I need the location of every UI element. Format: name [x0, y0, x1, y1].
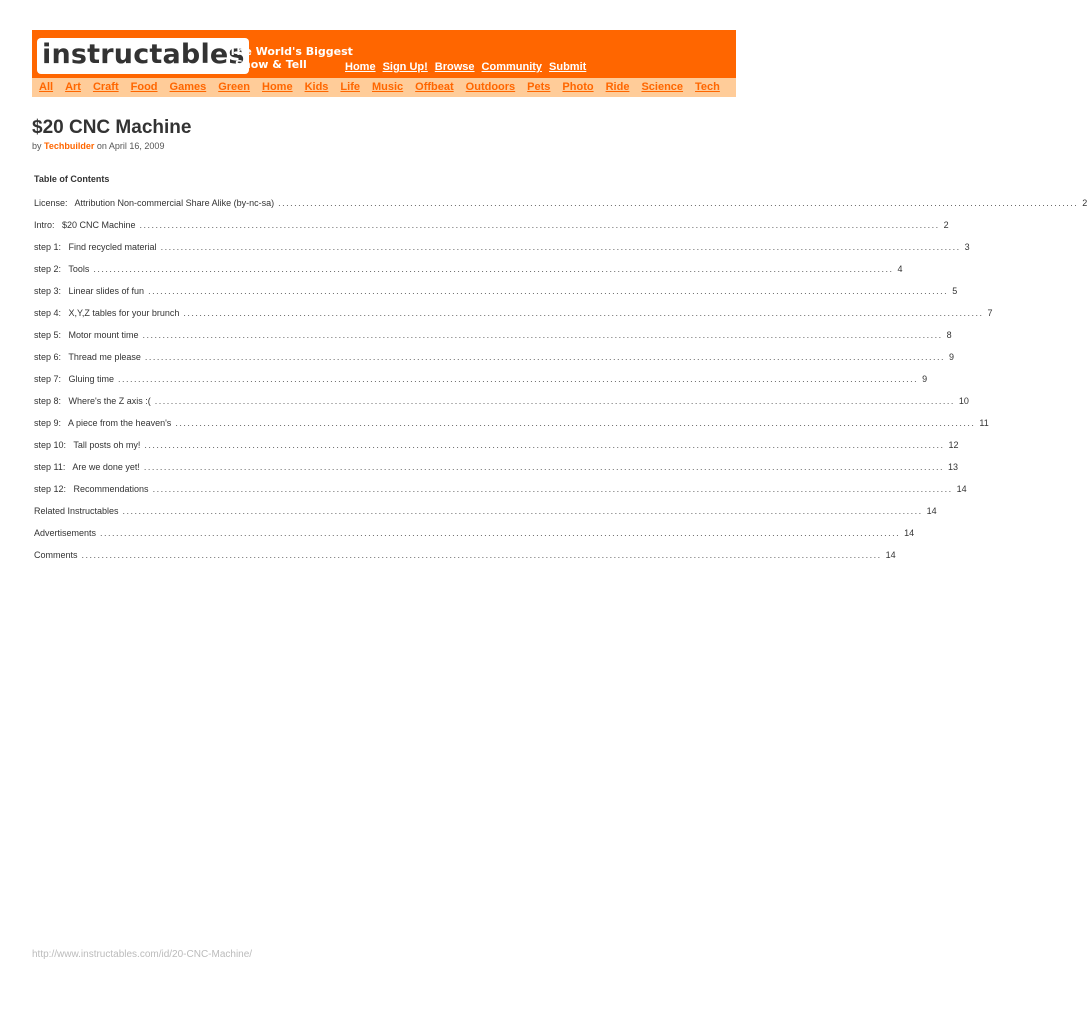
toc-leader-dots: ........................................................................................................................................................................................................	[152, 484, 953, 494]
toc-entry[interactable]	[34, 418, 989, 440]
toc-leader-dots: ........................................................................................................................................................................................................	[100, 528, 901, 538]
byline-prefix: by	[32, 141, 42, 151]
publish-date: on April 16, 2009	[96, 141, 165, 151]
tagline-line-1: The World's Biggest	[229, 45, 353, 58]
toc-entry-label: step 2: Tools	[34, 264, 90, 274]
toc-leader-dots: ........................................................................................................................................................................................................	[81, 550, 882, 560]
category-link-home[interactable]: Home	[262, 81, 293, 93]
nav-link-home[interactable]: Home	[345, 61, 376, 73]
category-link-photo[interactable]: Photo	[562, 81, 594, 93]
category-link-music[interactable]: Music	[371, 81, 404, 93]
category-link-offbeat[interactable]: Offbeat	[415, 81, 454, 93]
toc-entry-page: 12	[948, 440, 959, 450]
toc-entry-label: step 8: Where's the Z axis :(	[34, 396, 151, 406]
toc-entry-page: 13	[948, 462, 959, 472]
toc-leader-dots: ........................................................................................................................................................................................................	[143, 462, 945, 472]
toc-entry[interactable]	[34, 286, 958, 308]
category-link-green[interactable]: Green	[218, 81, 251, 93]
toc-entry-label: step 5: Motor mount time	[34, 330, 139, 340]
toc-leader-dots: ........................................................................................................................................................................................................	[175, 418, 976, 428]
logo-text: instructables	[42, 39, 245, 70]
byline	[32, 141, 164, 152]
toc-entry-label: step 6: Thread me please	[34, 352, 141, 362]
footer-url-link[interactable]: http://www.instructables.com/id/20-CNC-Machine/	[32, 949, 253, 960]
page-title: $20 CNC Machine	[32, 117, 192, 138]
toc-entry[interactable]	[34, 330, 952, 352]
toc-entry-page: 4	[897, 264, 903, 274]
author-link[interactable]: Techbuilder	[44, 141, 95, 151]
toc-entry[interactable]	[34, 506, 937, 528]
toc-entry-page: 5	[952, 286, 958, 296]
toc-entry-page: 2	[1082, 198, 1087, 208]
toc-entry-label: Related Instructables	[34, 506, 119, 516]
toc-entry[interactable]	[34, 308, 993, 330]
nav-link-community[interactable]: Community	[481, 61, 543, 73]
toc-entry[interactable]	[34, 528, 915, 550]
toc-entry[interactable]	[34, 484, 967, 506]
toc-entry-label: step 11: Are we done yet!	[34, 462, 140, 472]
toc-leader-dots: ........................................................................................................................................................................................................	[278, 198, 1079, 208]
toc-entry-label: Intro: $20 CNC Machine	[34, 220, 136, 230]
toc-entry[interactable]	[34, 198, 1087, 220]
category-link-games[interactable]: Games	[169, 81, 207, 93]
toc-leader-dots: ........................................................................................................................................................................................................	[160, 242, 961, 252]
toc-entry-label: step 1: Find recycled material	[34, 242, 157, 252]
category-link-kids[interactable]: Kids	[304, 81, 329, 93]
toc-heading: Table of Contents	[34, 174, 110, 184]
toc-entry-page: 8	[946, 330, 952, 340]
toc-entry[interactable]	[34, 264, 903, 286]
nav-link-sign-up[interactable]: Sign Up!	[382, 61, 428, 73]
toc-leader-dots: ........................................................................................................................................................................................................	[144, 440, 945, 450]
toc-entry-label: step 3: Linear slides of fun	[34, 286, 145, 296]
toc-leader-dots: ........................................................................................................................................................................................................	[183, 308, 984, 318]
category-nav	[39, 81, 720, 94]
category-link-craft[interactable]: Craft	[92, 81, 119, 93]
category-link-art[interactable]: Art	[65, 81, 81, 93]
toc-entry-page: 10	[958, 396, 969, 406]
toc-entry-label: step 7: Gluing time	[34, 374, 115, 384]
toc-entry-page: 7	[987, 308, 993, 318]
category-link-science[interactable]: Science	[641, 81, 684, 93]
category-link-food[interactable]: Food	[130, 81, 158, 93]
category-link-pets[interactable]: Pets	[527, 81, 551, 93]
toc-entry-label: step 12: Recommendations	[34, 484, 149, 494]
toc-entry-page: 11	[979, 418, 989, 428]
toc-leader-dots: ........................................................................................................................................................................................................	[93, 264, 894, 274]
toc-entry-page: 9	[949, 352, 955, 362]
category-link-life[interactable]: Life	[340, 81, 360, 93]
toc-entry[interactable]	[34, 242, 970, 264]
toc-leader-dots: ........................................................................................................................................................................................................	[144, 352, 946, 362]
toc-entry-label: step 9: A piece from the heaven's	[34, 418, 172, 428]
toc-entry[interactable]	[34, 440, 959, 462]
toc-entry[interactable]	[34, 396, 969, 418]
toc-leader-dots: ........................................................................................................................................................................................................	[148, 286, 949, 296]
toc-leader-dots: ........................................................................................................................................................................................................	[139, 220, 940, 230]
toc-entry-page: 14	[926, 506, 937, 516]
site-header	[32, 30, 736, 97]
toc-entry-page: 14	[904, 528, 915, 538]
toc-entry-page: 9	[922, 374, 928, 384]
toc-entry-page: 2	[943, 220, 949, 230]
toc-entry[interactable]	[34, 352, 955, 374]
site-logo[interactable]	[37, 38, 249, 74]
nav-link-submit[interactable]: Submit	[549, 61, 587, 73]
toc-entry-label: step 10: Tall posts oh my!	[34, 440, 141, 450]
toc-entry-page: 3	[964, 242, 970, 252]
tagline-line-2: Show & Tell	[235, 58, 307, 71]
category-link-ride[interactable]: Ride	[605, 81, 630, 93]
table-of-contents	[34, 198, 1087, 572]
toc-entry-label: step 4: X,Y,Z tables for your brunch	[34, 308, 180, 318]
toc-entry-label: License: Attribution Non-commercial Share Alike (by-nc-sa)	[34, 198, 275, 208]
toc-entry[interactable]	[34, 550, 896, 572]
toc-entry-page: 14	[885, 550, 896, 560]
category-link-all[interactable]: All	[39, 81, 54, 93]
toc-entry[interactable]	[34, 462, 959, 484]
top-nav	[345, 61, 586, 74]
toc-entry-label: Advertisements	[34, 528, 97, 538]
toc-leader-dots: ........................................................................................................................................................................................................	[118, 374, 919, 384]
category-link-tech[interactable]: Tech	[695, 81, 720, 93]
toc-leader-dots: ........................................................................................................................................................................................................	[154, 396, 955, 406]
toc-leader-dots: ........................................................................................................................................................................................................	[142, 330, 943, 340]
toc-entry-label: Comments	[34, 550, 78, 560]
toc-entry[interactable]	[34, 374, 928, 396]
toc-entry-page: 14	[956, 484, 967, 494]
category-bar	[32, 78, 736, 97]
toc-entry[interactable]	[34, 220, 949, 242]
category-link-outdoors[interactable]: Outdoors	[465, 81, 516, 93]
nav-link-browse[interactable]: Browse	[434, 61, 475, 73]
toc-leader-dots: ........................................................................................................................................................................................................	[122, 506, 923, 516]
site-tagline	[229, 45, 353, 71]
